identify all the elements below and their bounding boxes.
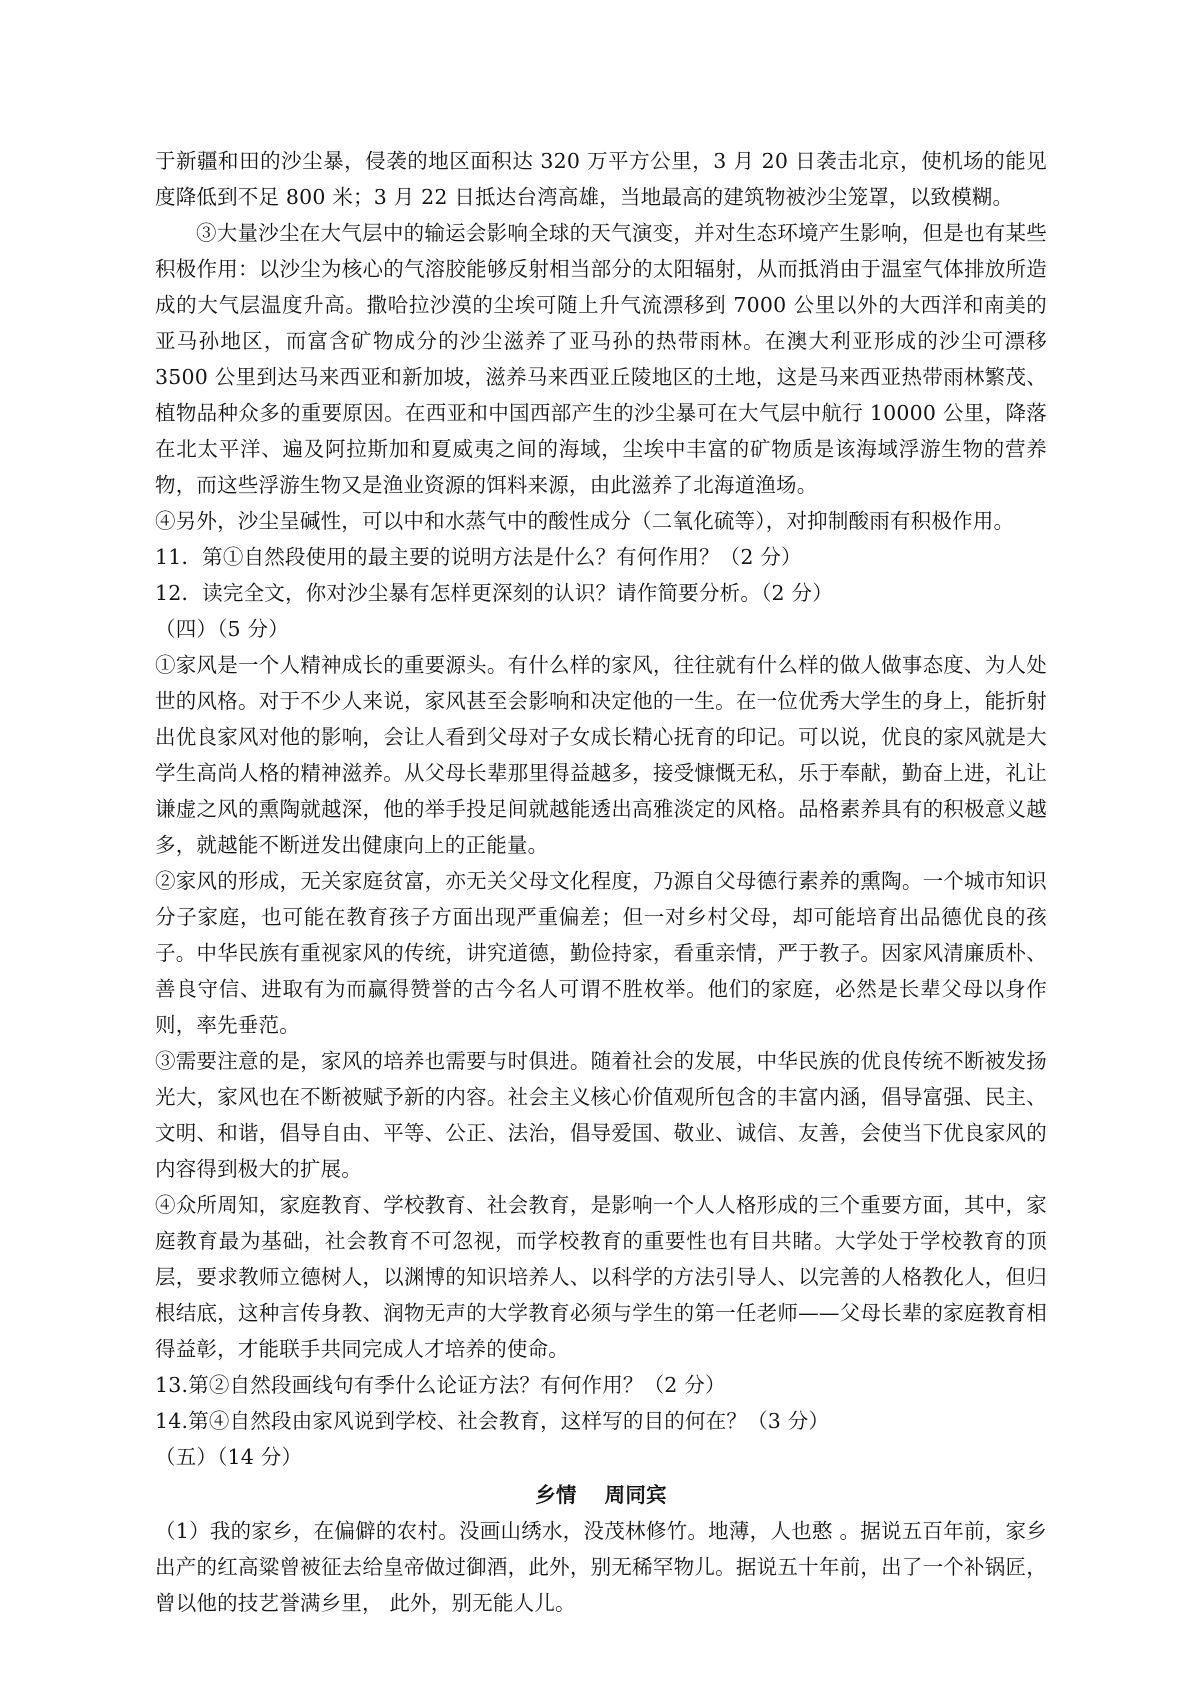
- passage4-heading: （四）（5 分）: [155, 617, 289, 641]
- passage4-paragraph-3: ③需要注意的是，家风的培养也需要与时俱进。随着社会的发展，中华民族的优良传统不断被发扬光大，家风也在不断被赋予新的内容。社会主义核心价值观所包含的丰富内涵，倡导富强、民主、文明、和谐，倡导自由、平等、公正、法治，倡导爱国、敬业、诚信、友善，会使当下优良家风的内容得到极大的扩展。: [155, 1049, 1047, 1181]
- article-title-text: 乡情: [535, 1483, 577, 1507]
- article-title: [155, 1477, 1047, 1513]
- question-14: 14.第④自然段由家风说到学校、社会教育，这样写的目的何在？（3 分）: [155, 1409, 830, 1433]
- passage5-paragraph-1: （1）我的家乡，在偏僻的农村。没画山绣水，没茂林修竹。地薄，人也憨 。据说五百年前，家乡出产的红高粱曾被征去给皇帝做过御酒，此外，别无稀罕物儿。据说五十年前，出了一个补锅匠，曾以他的技艺誉满乡里， 此外，别无能人儿。: [155, 1519, 1047, 1615]
- passage5-heading: （五）（14 分）: [155, 1445, 303, 1469]
- question-12: 12．读完全文，你对沙尘暴有怎样更深刻的认识？请作简要分析。（2 分）: [155, 581, 833, 605]
- passage3-paragraph-2-tail: 于新疆和田的沙尘暴，侵袭的地区面积达 320 万平方公里，3 月 20 日袭击北京，使机场的能见度降低到不足 800 米；3 月 22 日抵达台湾高雄，当地最高的建筑物被沙尘笼罩，以致模糊。: [155, 149, 1047, 209]
- passage4-paragraph-1: ①家风是一个人精神成长的重要源头。有什么样的家风，往往就有什么样的做人做事态度、为人处世的风格。对于不少人来说，家风甚至会影响和决定他的一生。在一位优秀大学生的身上，能折射出优良家风对他的影响，会让人看到父母对子女成长精心抚育的印记。可以说，优良的家风就是大学生高尚人格的精神滋养。从父母长辈那里得益越多，接受慷慨无私，乐于奉献，勤奋上进，礼让谦虚之风的熏陶就越深，他的举手投足间就越能透出高雅淡定的风格。品格素养具有的积极意义越多，就越能不断迸发出健康向上的正能量。: [155, 653, 1047, 857]
- article-author: 周同宾: [604, 1483, 667, 1507]
- passage4-paragraph-2: ②家风的形成，无关家庭贫富，亦无关父母文化程度，乃源自父母德行素养的熏陶。一个城市知识分子家庭，也可能在教育孩子方面出现严重偏差；但一对乡村父母，却可能培育出品德优良的孩子。中华民族有重视家风的传统，讲究道德，勤俭持家，看重亲情，严于教子。因家风清廉质朴、善良守信、进取有为而赢得赞誉的古今名人可谓不胜枚举。他们的家庭，必然是长辈父母以身作则，率先垂范。: [155, 869, 1047, 1037]
- passage4-paragraph-4: ④众所周知，家庭教育、学校教育、社会教育，是影响一个人人格形成的三个重要方面，其中，家庭教育最为基础，社会教育不可忽视，而学校教育的重要性也有目共睹。大学处于学校教育的顶层，要求教师立德树人，以渊博的知识培养人、以科学的方法引导人、以完善的人格教化人，但归根结底，这种言传身教、润物无声的大学教育必须与学生的第一任老师——父母长辈的家庭教育相得益彰，才能联手共同完成人才培养的使命。: [155, 1193, 1047, 1361]
- question-11: 11．第①自然段使用的最主要的说明方法是什么？有何作用？（2 分）: [155, 545, 802, 569]
- question-13: 13.第②自然段画线句有季什么论证方法？有何作用？（2 分）: [155, 1373, 726, 1397]
- passage3-paragraph-3: ③大量沙尘在大气层中的输运会影响全球的天气演变，并对生态环境产生影响，但是也有某些积极作用：以沙尘为核心的气溶胶能够反射相当部分的太阳辐射，从而抵消由于温室气体排放所造成的大气层温度升高。撒哈拉沙漠的尘埃可随上升气流漂移到 7000 公里以外的大西洋和南美的亚马孙地区，而富含矿物成分的沙尘滋养了亚马孙的热带雨林。在澳大利亚形成的沙尘可漂移 3500 公里到达马来西亚和新加坡，滋养马来西亚丘陵地区的土地，这是马来西亚热带雨林繁茂、植物品种众多的重要原因。在西亚和中国西部产生的沙尘暴可在大气层中航行 10000 公里，降落在北太平洋、遍及阿拉斯加和夏威夷之间的海域，尘埃中丰富的矿物质是该海域浮游生物的营养物，而这些浮游生物又是渔业资源的饵料来源，由此滋养了北海道渔场。: [155, 221, 1047, 497]
- exam-page: [155, 143, 1047, 1621]
- passage3-paragraph-4: ④另外，沙尘呈碱性，可以中和水蒸气中的酸性成分（二氧化硫等），对抑制酸雨有积极作用。: [155, 509, 1015, 533]
